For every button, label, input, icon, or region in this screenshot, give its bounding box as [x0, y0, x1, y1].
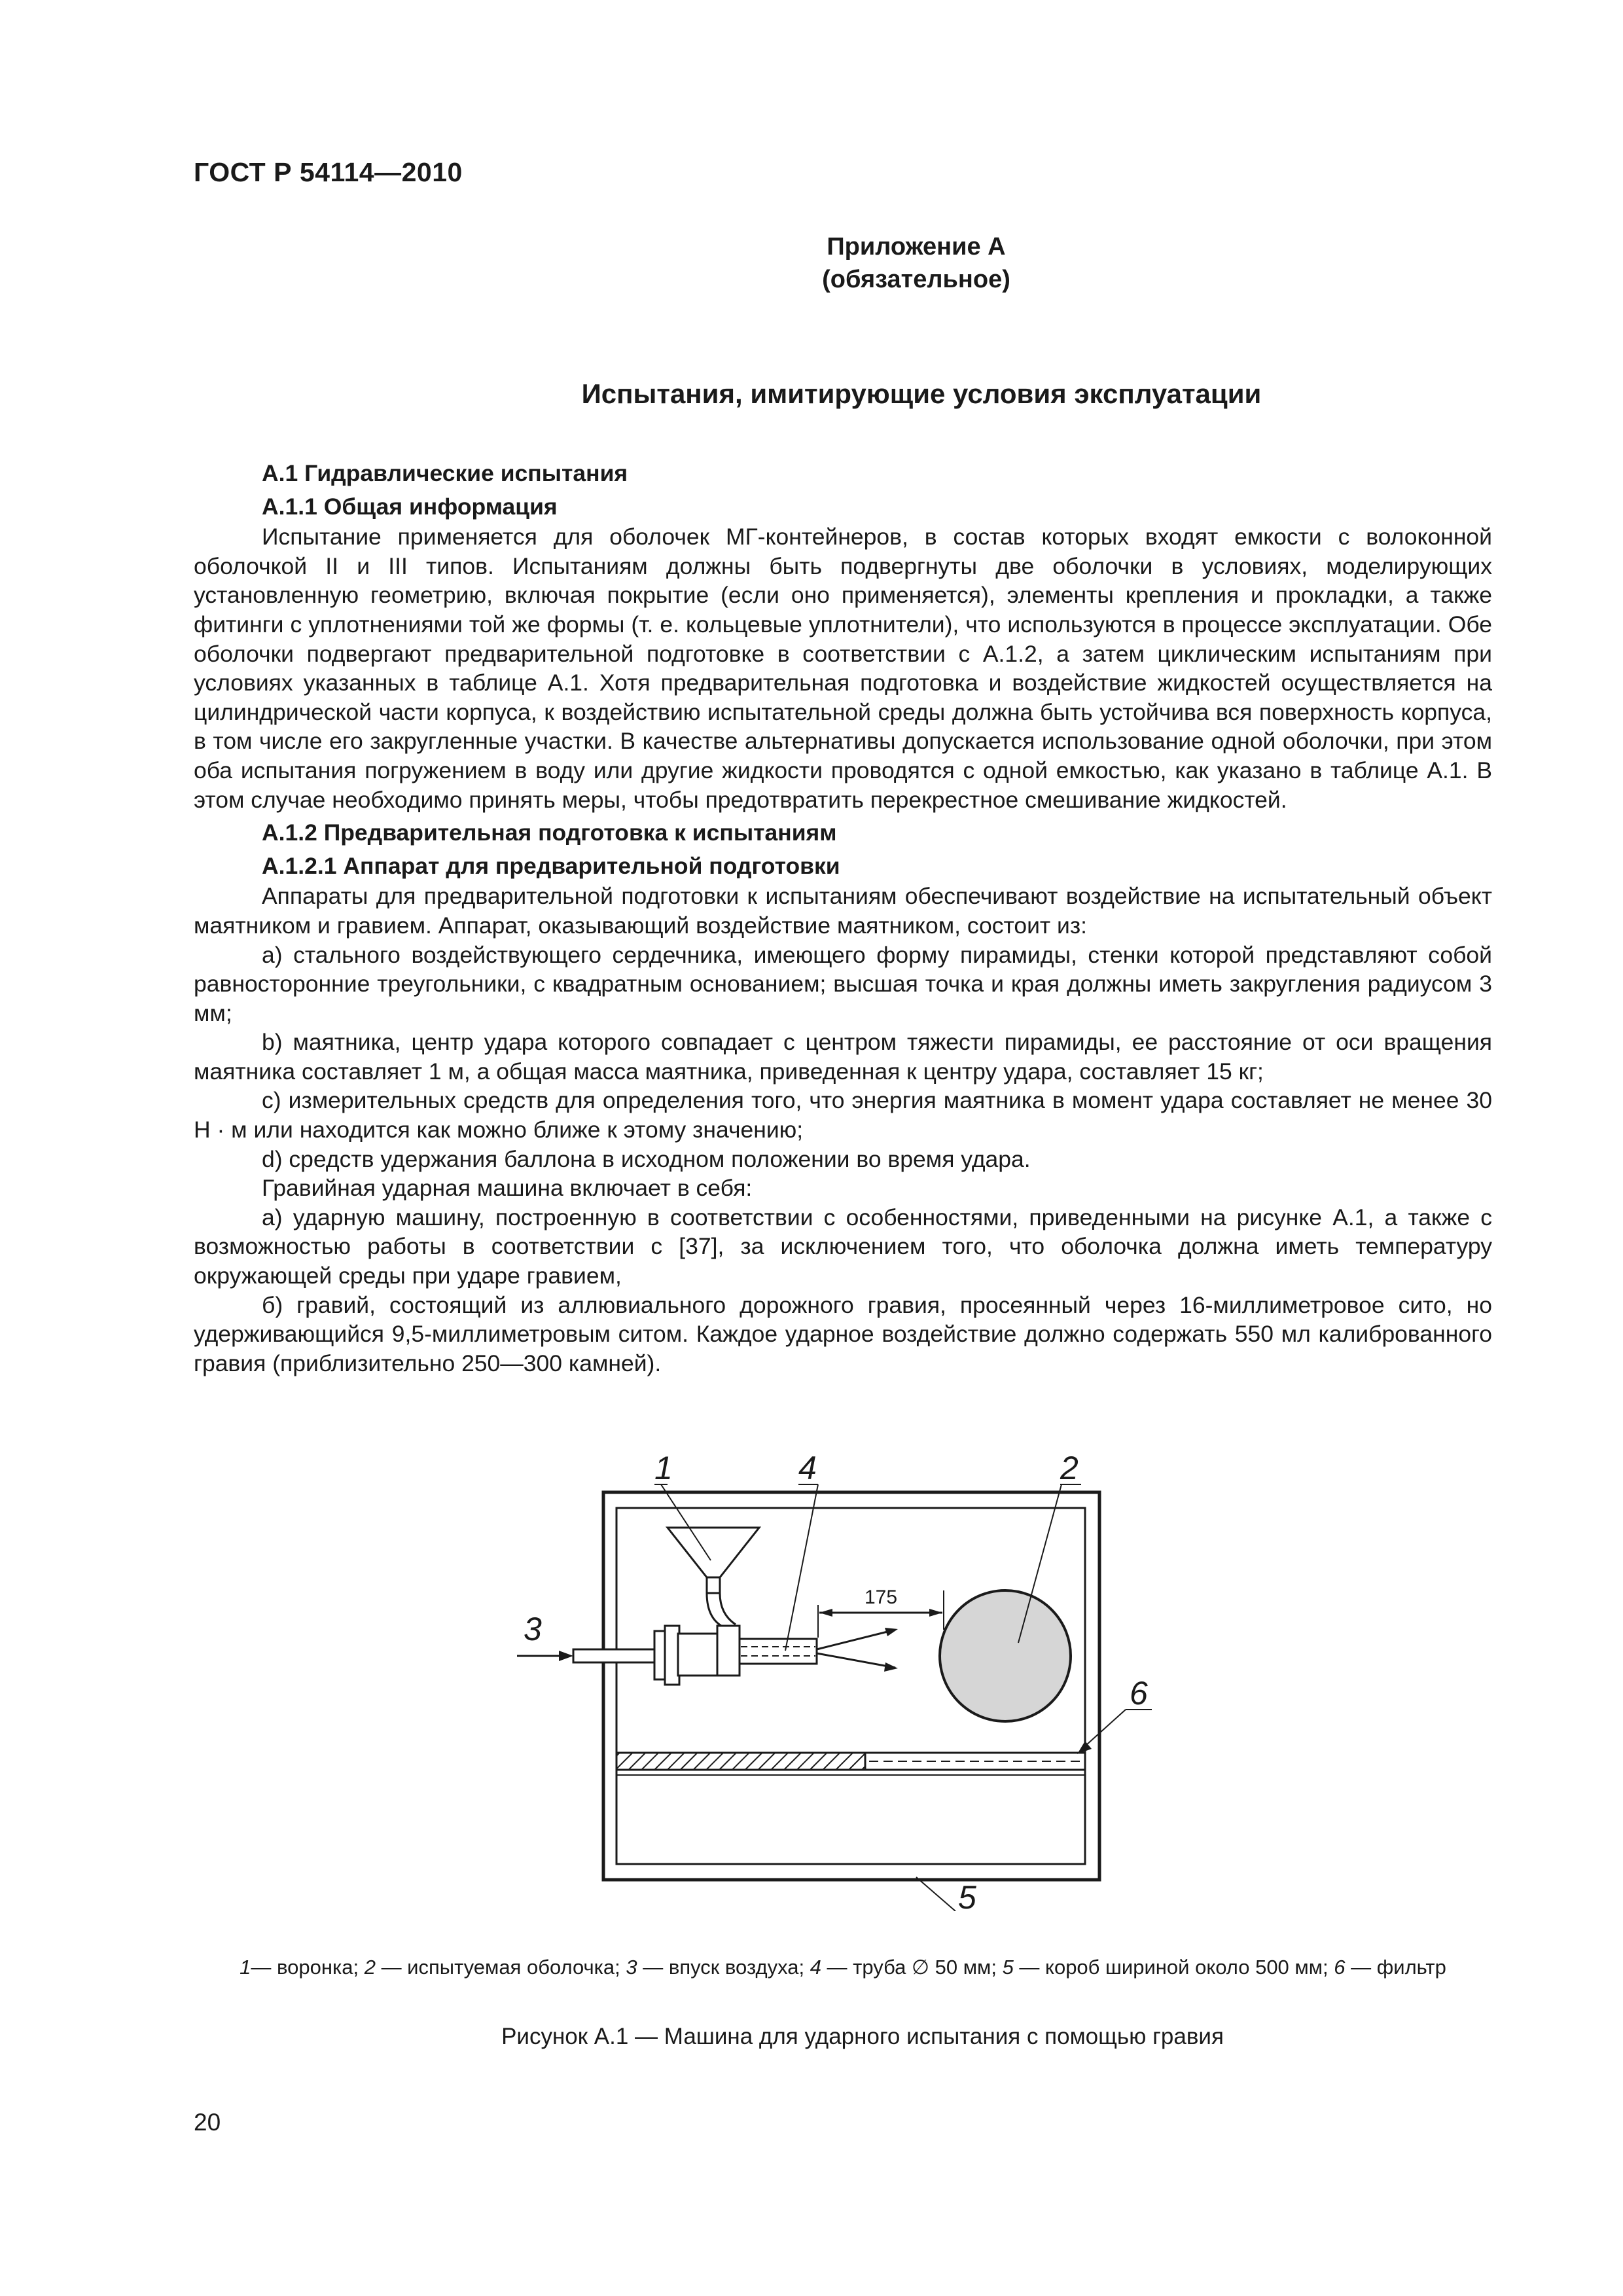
legend-num-3: 3	[626, 1956, 637, 1979]
callout-1: 1	[654, 1450, 673, 1486]
section-a11-paragraph: Испытание применяется для оболочек МГ-контейнеров, в состав которых входят емкости с волоконной оболочкой II и III типов. Испытаниям должны быть подвергнуты две оболочки в условиях, моделирующих установленную геометрию, включая покрытие (если оно применяется), элементы крепления и прокладки, а также фитинги с уплотнениями той же формы (т. е. кольцевые уплотнители), что используются в процессе эксплуатации. Обе оболочки подвергают предварительной подготовке в соответствии с А.1.2, а затем циклическим испытаниям при условиях указанных в таблице А.1. Хотя предварительная подготовка и воздействие жидкостей осуществляется на цилиндрической части корпуса, к воздействию испытательной среды должна быть устойчива вся поверхность корпуса, в том числе его закругленные участки. В качестве альтернативы допускается использование одной оболочки, при этом оба испытания погружением в воду или другие жидкости проводятся с одной емкостью, как указано в таблице А.1. В этом случае необходимо принять меры, чтобы предотвратить перекрестное смешивание жидкостей.	[194, 524, 1492, 813]
document-header: ГОСТ Р 54114—2010	[194, 157, 463, 187]
section-a1-heading: А.1 Гидравлические испытания	[262, 460, 628, 486]
legend-text-6: — фильтр	[1345, 1956, 1446, 1979]
list-item-a: a) стального воздействующего сердечника, имеющего форму пирамиды, стенки которой представляют собой равносторонние треугольники, с квадратным основанием; высшая точка и края должны иметь закругления радиусом 3 мм;	[194, 941, 1492, 1026]
callout-5: 5	[958, 1879, 976, 1911]
list-item-c: c) измерительных средств для определения того, что энергия маятника в момент удара составляет не менее 30 Н · м или находится как можно ближе к этому значению;	[194, 1087, 1492, 1143]
section-a121-intro: Аппараты для предварительной подготовки к испытаниям обеспечивают воздействие на испытательный объект маятником и гравием. Аппарат, оказывающий воздействие маятником, состоит из:	[194, 883, 1492, 939]
gravel-item-b: б) гравий, состоящий из аллювиального дорожного гравия, просеянный через 16-миллиметровое сито, но удерживающийся 9,5-миллиметровым ситом. Каждое ударное воздействие должно содержать 550 мл калиброванного гравия (приблизительно 250—300 камней).	[194, 1291, 1492, 1376]
legend-num-2: 2	[364, 1956, 376, 1979]
appendix-title: Приложение А	[827, 233, 1006, 260]
section-a12-heading: А.1.2 Предварительная подготовка к испытаниям	[262, 819, 837, 846]
legend-text-5: — короб шириной около 500 мм;	[1013, 1956, 1334, 1979]
list-item-b: b) маятника, центр удара которого совпадает с центром тяжести пирамиды, ее расстояние от оси вращения маятника составляет 1 м, а общая масса маятника, приведенная к центру удара, составляет 15 кг;	[194, 1029, 1492, 1085]
legend-text-4: — труба ∅ 50 мм;	[821, 1956, 1003, 1979]
legend-num-1: 1	[240, 1956, 251, 1979]
legend-text-1: — воронка;	[251, 1956, 365, 1979]
figure-caption: Рисунок А.1 — Машина для ударного испытания с помощью гравия	[501, 2024, 1224, 2049]
gravel-intro: Гравийная ударная машина включает в себя:	[262, 1175, 753, 1202]
appendix-status: (обязательное)	[822, 266, 1010, 293]
legend-text-2: — испытуемая оболочка;	[375, 1956, 626, 1979]
appendix-block	[654, 230, 1178, 296]
tube-50mm	[740, 1639, 817, 1664]
callout-3: 3	[524, 1611, 542, 1647]
funnel-icon	[668, 1528, 759, 1577]
figure-gravel-machine	[510, 1433, 1165, 1911]
list-item-d: d) средств удержания баллона в исходном положении во время удара.	[262, 1145, 1031, 1172]
hatched-shelf	[616, 1753, 865, 1770]
figure-legend	[194, 1956, 1492, 1979]
callout-6: 6	[1130, 1675, 1148, 1712]
page-number: 20	[194, 2109, 221, 2136]
legend-num-5: 5	[1002, 1956, 1014, 1979]
legend-text-3: — впуск воздуха;	[637, 1956, 810, 1979]
dimension-label: 175	[864, 1587, 898, 1608]
body-text	[194, 455, 1492, 1378]
callout-2: 2	[1060, 1450, 1079, 1486]
main-title: Испытания, имитирующие условия эксплуатации	[581, 378, 1262, 409]
air-inlet-pipe	[573, 1649, 658, 1662]
test-shell	[940, 1590, 1071, 1721]
section-a11-heading: А.1.1 Общая информация	[262, 493, 558, 520]
callout-4: 4	[798, 1450, 817, 1486]
legend-num-4: 4	[810, 1956, 821, 1979]
legend-num-6: 6	[1334, 1956, 1346, 1979]
gravel-item-a: a) ударную машину, построенную в соответствии с особенностями, приведенными на рисунке А.1, а также с возможностью работы в соответствии с [37], за исключением того, что оболочка должна иметь температуру окружающей среды при ударе гравием,	[194, 1204, 1492, 1289]
section-a121-heading: А.1.2.1 Аппарат для предварительной подготовки	[262, 852, 840, 879]
